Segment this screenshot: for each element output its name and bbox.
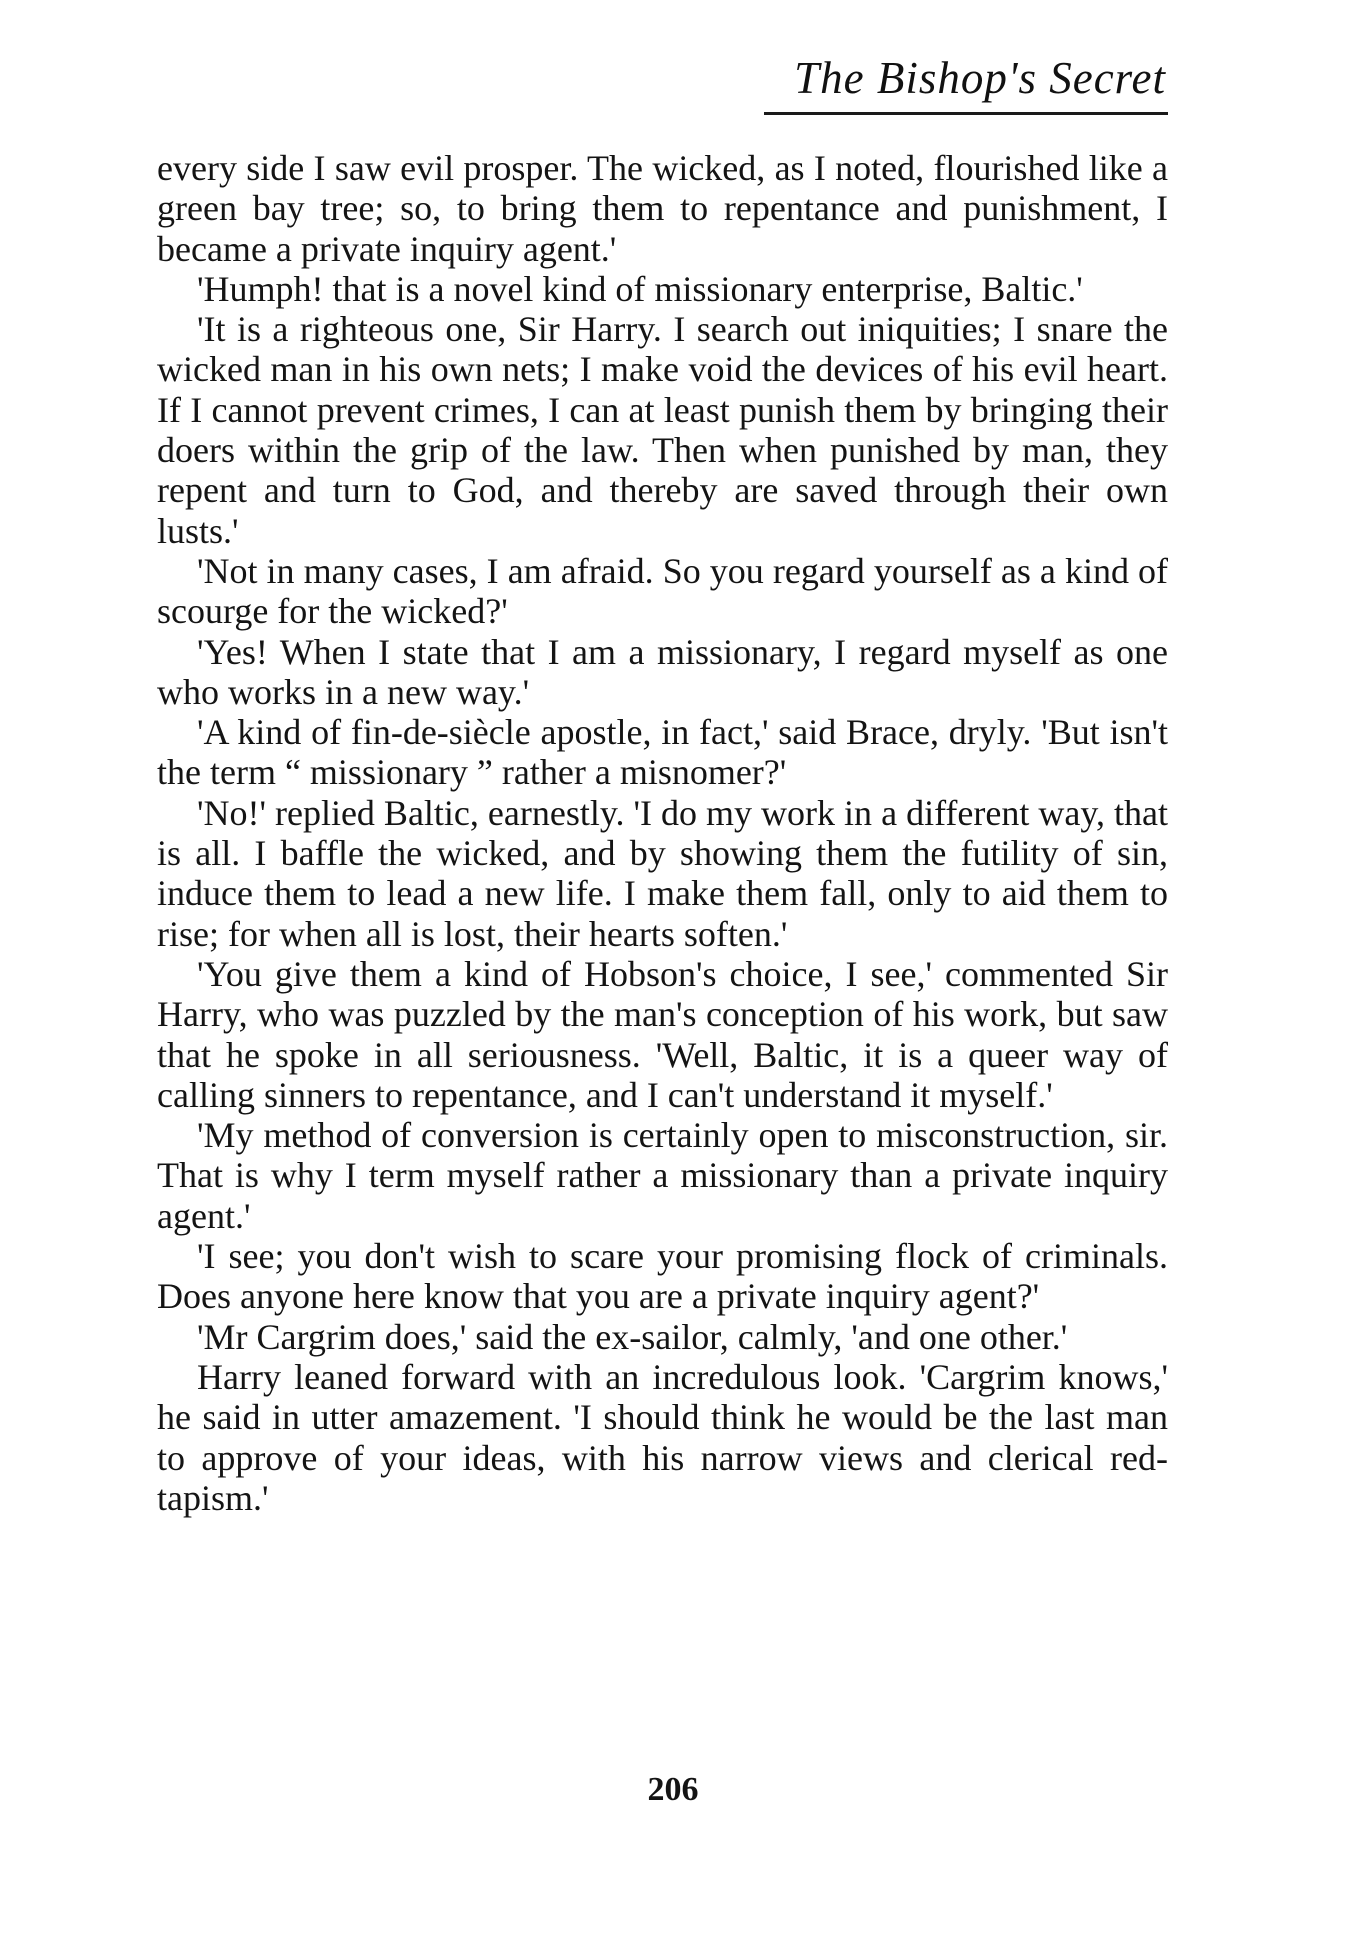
paragraph: 'I see; you don't wish to scare your promising flock of criminals. Does anyone here know that you are a private inquiry agent?' [157, 1236, 1168, 1317]
header-rule [764, 112, 1168, 115]
paragraph: 'Humph! that is a novel kind of missionary enterprise, Baltic.' [197, 268, 1083, 309]
paragraph: 'A kind of fin-de-siècle apostle, in fact,' said Brace, dryly. 'But isn't the term “ missionary ” rather a misnomer?' [157, 712, 1168, 793]
running-title: The Bishop's Secret [794, 53, 1166, 103]
paragraph: 'Yes! When I state that I am a missionary, I regard myself as one who works in a new way.' [157, 631, 1168, 712]
body-text [157, 148, 1168, 1518]
paragraph: 'My method of conversion is certainly open to misconstruction, sir. That is why I term myself rather a missionary than a private inquiry agent.' [157, 1115, 1168, 1236]
paragraph: 'It is a righteous one, Sir Harry. I search out iniquities; I snare the wicked man in his own nets; I make void the devices of his evil heart. If I cannot prevent crimes, I can at least punish them by bringing their doers within the grip of the law. Then when punished by man, they repent and turn to God, and thereby are saved through their own lusts.' [157, 309, 1168, 551]
paragraph: 'Mr Cargrim does,' said the ex-sailor, calmly, 'and one other.' [197, 1316, 1068, 1357]
paragraph: 'No!' replied Baltic, earnestly. 'I do my work in a different way, that is all. I baffle the wicked, and by showing them the futility of sin, induce them to lead a new life. I make them fall, only to aid them to rise; for when all is lost, their hearts soften.' [157, 792, 1168, 954]
paragraph: 'You give them a kind of Hobson's choice, I see,' commented Sir Harry, who was puzzled by the man's conception of his work, but saw that he spoke in all seriousness. 'Well, Baltic, it is a queer way of calling sinners to repentance, and I can't understand it myself.' [157, 953, 1168, 1115]
page-number: 206 [647, 1771, 699, 1808]
paragraph: every side I saw evil prosper. The wicked, as I noted, flourished like a green bay tree; so, to bring them to repentance and punishment, I became a private inquiry agent.' [157, 148, 1168, 269]
paragraph: Harry leaned forward with an incredulous look. 'Cargrim knows,' he said in utter amazement. 'I should think he would be the last man to approve of your ideas, with his narrow views and clerical red-tapism.' [157, 1356, 1168, 1518]
paragraph: 'Not in many cases, I am afraid. So you regard yourself as a kind of scourge for the wicked?' [157, 550, 1168, 632]
